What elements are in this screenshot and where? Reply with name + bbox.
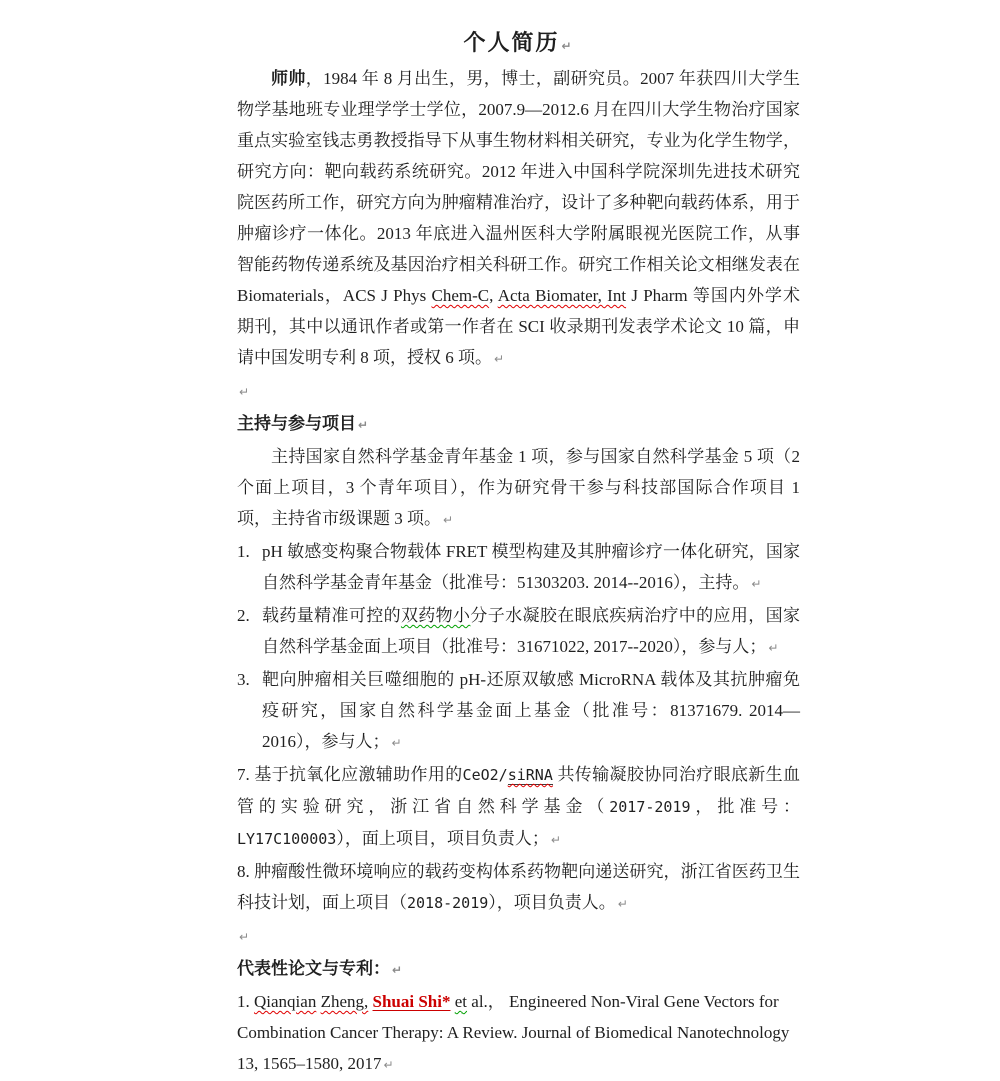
paragraph-mark: ↵ [494,352,505,366]
text-segment: 1. [237,992,254,1011]
text-segment: 2018-2019 [407,894,489,912]
text-segment: 主持国家自然科学基金青年基金 1 项，参与国家自然科学基金 5 项（2 个面上项目，3 个青年项目），作为研究骨干参与科技部国际合作项目 1 项，主持省市级课题 3 项。 [237,447,800,528]
paragraph-mark: ↵ [383,1058,394,1072]
text-segment: 8. 肿瘤酸性微环境响应的载药变构体系药物靶向递送研究，浙江省医药卫生科技计划，面上项目（ [237,862,800,912]
list-number: 2. [237,606,250,625]
text-segment: 分子水凝胶在眼底疾病治疗中的应用，国家自然科学基金面上项目（批准号：31671022, 2017--2020），参与人； [262,606,801,656]
text-segment: 师帅 [271,69,306,88]
text-segment: 载药量精准可控的 [262,606,401,625]
text-segment: ），项目负责人。 [488,893,616,912]
list-number: 1. [237,542,250,561]
projects-heading-text: 主持与参与项目 [237,414,356,433]
project-item-text [262,670,800,751]
paragraph-mark: ↵ [239,385,250,399]
project-item-7 [237,759,800,856]
publications-heading [237,953,800,986]
text-segment: Qianqian [254,992,317,1011]
intro-text [237,69,800,367]
document [237,26,800,1081]
text-segment: siRNA [507,766,553,784]
publications-heading-text: 代表性论文与专利： [237,959,390,978]
text-segment: J Pharm 等国内外学术期刊，其中以通讯作者或第一作者在 SCI 收录期刊发表学术论文 10 篇，申请中国发明专利 8 项，授权 6 项。 [237,286,801,367]
paragraph-mark: ↵ [617,897,628,911]
text-segment: 共传输凝胶协同治疗眼底新生血管的实验研究，浙江省自然科学基金（ [237,765,801,816]
projects-summary [237,441,800,536]
project-item-text [237,862,800,912]
text-segment: Acta Biomater, Int [497,286,627,305]
empty-paragraph [237,375,800,408]
text-segment: LY17C100003 [237,830,337,848]
project-item-1 [237,536,800,600]
paragraph-mark: ↵ [550,833,561,847]
project-item-text [237,765,800,848]
text-segment: ，批准号： [690,797,801,816]
project-item-8 [237,856,800,920]
text-segment: al.， Engineered Non-Viral Gene Vectors for Combination Cancer Therapy: A Review. Journal of Biomedical Nanotechnology 13, 1565–1580, 2017 [237,992,790,1073]
project-item-3 [237,664,800,759]
project-item-text [262,606,800,656]
text-segment: , [489,286,498,305]
text-segment: 靶向肿瘤相关巨噬细胞的 pH-还原双敏感 MicroRNA 载体及其抗肿瘤免疫研究，国家自然科学基金面上基金（批准号：81371679. 2014—2016），参与人； [262,670,800,751]
paragraph-mark: ↵ [239,930,250,944]
paragraph-mark: ↵ [358,418,369,432]
page-title-text: 个人简历 [463,30,560,55]
page-title [237,26,800,63]
projects-summary-text [237,447,800,528]
text-segment: pH 敏感变构聚合物载体 FRET 模型构建及其肿瘤诊疗一体化研究，国家自然科学基金青年基金（批准号：51303203. 2014--2016），主持。 [262,542,800,592]
text-segment: et [454,992,468,1011]
project-item-2 [237,600,800,664]
list-number: 3. [237,670,250,689]
text-segment: 2017-2019 [609,798,691,816]
citation-paragraph [237,986,800,1081]
paragraph-mark: ↵ [392,963,403,977]
projects-heading [237,408,800,441]
citation-text [237,992,789,1073]
text-segment: ），面上项目，项目负责人； [336,829,549,848]
text-segment: Chem-C [431,286,490,305]
paragraph-mark: ↵ [751,577,762,591]
empty-paragraph [237,920,800,953]
text-segment: 双药物小 [400,606,471,625]
paragraph-mark: ↵ [561,39,574,53]
project-item-text [262,542,800,592]
text-segment: 7. 基于抗氧化应激辅助作用的 [237,765,463,784]
intro-paragraph [237,63,800,375]
paragraph-mark: ↵ [443,513,454,527]
text-segment: Shuai Shi* [372,992,451,1011]
text-segment: CeO2/ [462,766,508,784]
paragraph-mark: ↵ [768,641,779,655]
text-segment: ，1984 年 8 月出生，男，博士，副研究员。2007 年获四川大学生物学基地班专业理学学士学位，2007.9—2012.6 月在四川大学生物治疗国家重点实验室钱志勇教授指导下从事生物材料相关研究，专业为化学生物学，研究方向：靶向载药系统研究。2012 年进入中国科学院深圳先进技术研究院医药所工作，研究方向为肿瘤精准治疗，设计了多种靶向载药体系，用于肿瘤诊疗一体化。2013 年底进入温州医科大学附属眼视光医院工作，从事智能药物传递系统及基因治疗相关科研工作。研究工作相关论文相继发表在 Biomaterials，ACS J Phys [237,69,800,305]
paragraph-mark: ↵ [391,736,402,750]
text-segment: Zheng, [320,992,369,1011]
